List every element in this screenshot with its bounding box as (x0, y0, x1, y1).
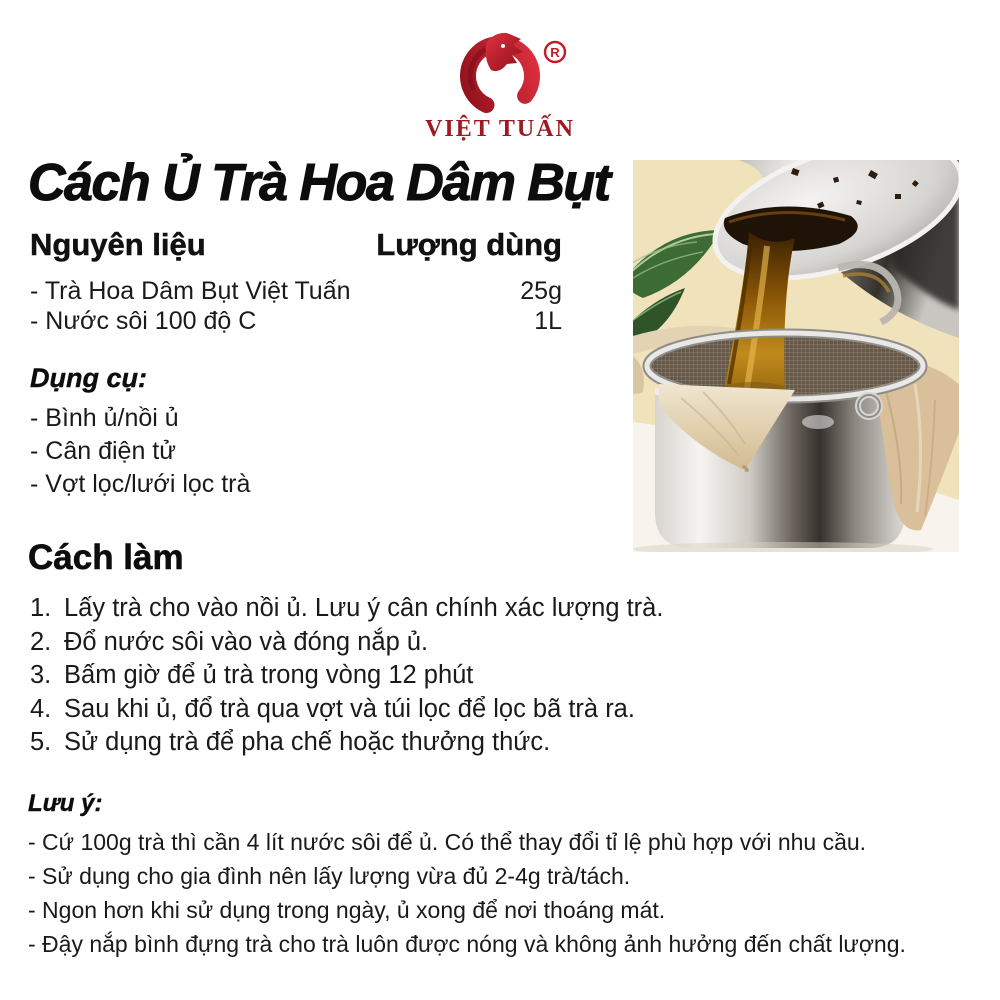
tools-heading: Dụng cụ: (30, 363, 147, 393)
svg-text:R: R (550, 45, 560, 60)
note-item: - Ngon hơn khi sử dụng trong ngày, ủ xong để nơi thoáng mát. (28, 897, 666, 923)
step-item (30, 726, 690, 760)
step-text: Lấy trà cho vào nồi ủ. Lưu ý cân chính xác lượng trà. (64, 594, 664, 622)
step-item (30, 626, 690, 660)
amount-heading: Lượng dùng (376, 227, 562, 262)
note-item: - Sử dụng cho gia đình nên lấy lượng vừa đủ 2-4g trà/tách. (28, 863, 631, 889)
ingredient-row (30, 306, 562, 336)
ingredient-amount: 1L (534, 307, 562, 335)
note-item: - Đậy nắp bình đựng trà cho trà luôn được nóng và không ảnh hưởng đến chất lượng. (28, 931, 906, 957)
note-item: - Cứ 100g trà thì cần 4 lít nước sôi để ủ. Có thể thay đổi tỉ lệ phù hợp với nhu cầu. (28, 829, 867, 855)
notes-section (28, 790, 978, 961)
method-steps (30, 592, 690, 760)
step-text: Bấm giờ để ủ trà trong vòng 12 phút (64, 661, 474, 689)
step-text: Sử dụng trà để pha chế hoặc thưởng thức. (64, 728, 551, 756)
tool-item: - Cân điện tử (30, 437, 176, 465)
brand-name: VIỆT TUẤN (425, 116, 575, 142)
ingredient-name: - Nước sôi 100 độ C (30, 307, 257, 335)
tool-item: - Bình ủ/nồi ủ (30, 404, 179, 432)
step-item (30, 693, 690, 727)
registered-trademark-icon (545, 42, 565, 62)
viet-tuan-dragon-logo-icon (443, 24, 573, 120)
step-number: 5. (30, 728, 52, 756)
dragon-head-icon (486, 33, 523, 71)
tool-item: - Vợt lọc/lưới lọc trà (30, 470, 251, 498)
ingredient-name: - Trà Hoa Dâm Bụt Việt Tuấn (30, 277, 351, 305)
ingredient-row (30, 276, 562, 306)
step-item (30, 592, 690, 626)
step-text: Đổ nước sôi vào và đóng nắp ủ. (64, 627, 429, 656)
step-number: 1. (30, 594, 52, 622)
page-title: Cách Ủ Trà Hoa Dâm Bụt (28, 154, 610, 212)
ingredients-heading: Nguyên liệu (30, 227, 206, 262)
step-text: Sau khi ủ, đổ trà qua vợt và túi lọc để lọc bã trà ra. (64, 694, 635, 723)
ingredients-table (30, 227, 562, 336)
step-number: 2. (30, 627, 52, 656)
method-heading: Cách làm (28, 538, 184, 577)
step-item (30, 659, 690, 693)
step-number: 4. (30, 694, 52, 723)
tools-section (30, 363, 250, 501)
step-number: 3. (30, 661, 52, 689)
notes-heading: Lưu ý: (28, 790, 103, 817)
ingredient-amount: 25g (520, 277, 562, 305)
tea-pouring-photo (633, 160, 959, 552)
